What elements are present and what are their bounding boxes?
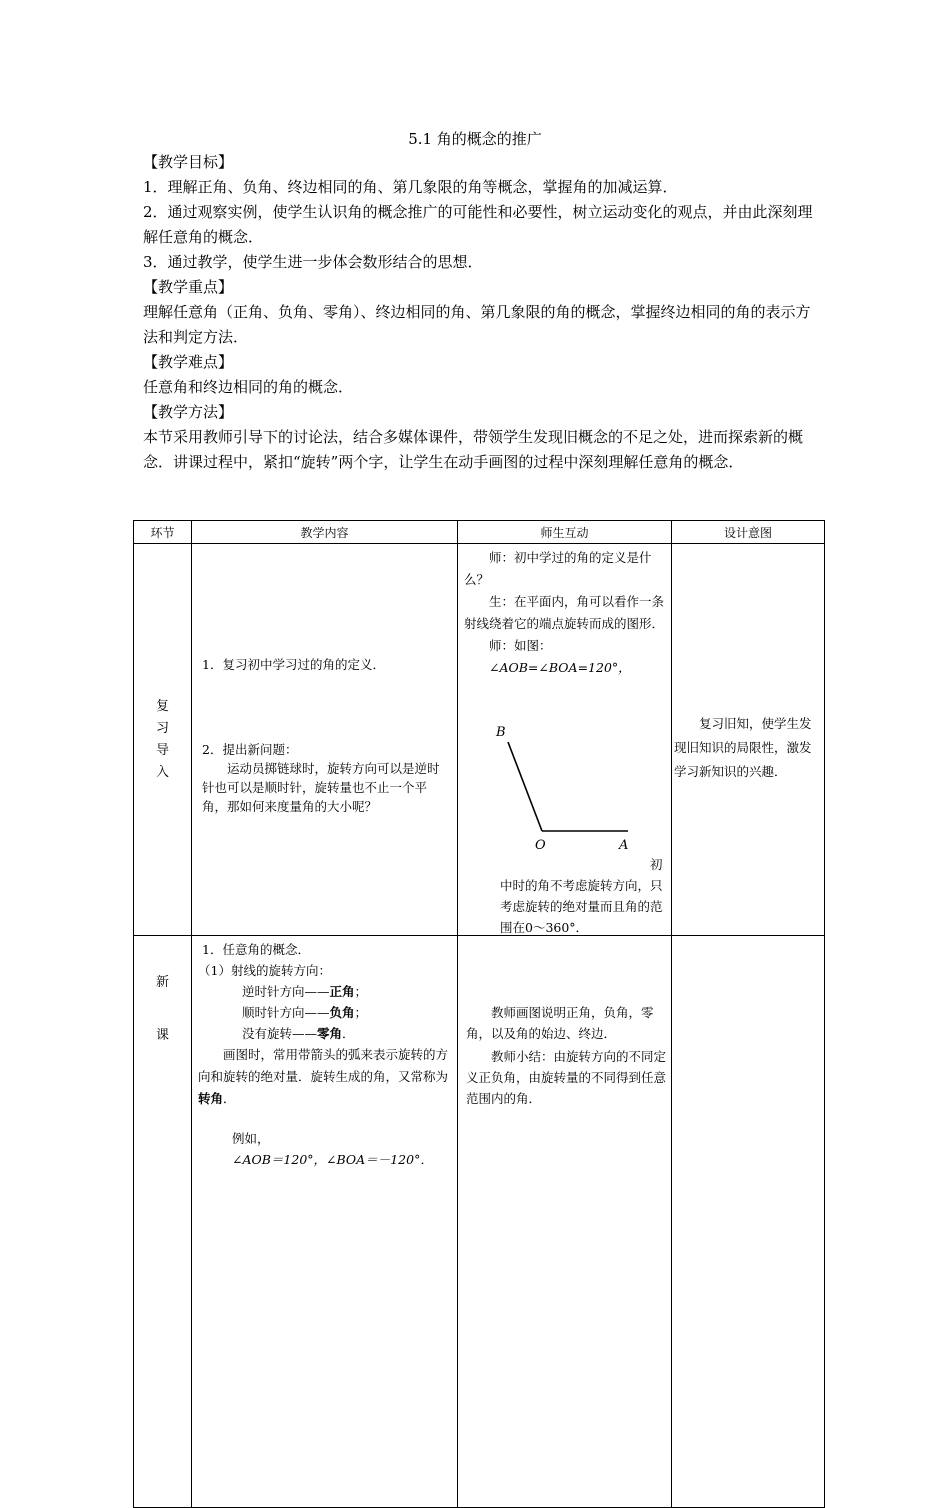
lesson-plan-table [133, 520, 825, 1508]
ray-ob [508, 742, 542, 831]
stage-char: 复 [155, 698, 169, 714]
punct: ； [354, 984, 368, 999]
interaction-line: 生：在平面内，角可以看作一条射线绕着它的端点旋转而成的图形． [464, 594, 665, 631]
direction-cw [198, 1002, 451, 1023]
header-interaction: 师生互动 [458, 521, 672, 544]
header-intent: 设计意图 [672, 521, 825, 544]
direction-none [198, 1023, 451, 1044]
angle-formula: ∠AOB=∠BOA=120°， [489, 660, 631, 675]
direction-text: 顺时针方向—— [242, 1005, 330, 1020]
goal-item: 1．理解正角、负角、终边相同的角、第几象限的角等概念，掌握角的加减运算． [143, 178, 678, 196]
stage-char: 课 [155, 1028, 169, 1043]
stage-char: 习 [155, 720, 169, 736]
content-text: 画图时，常用带箭头的弧来表示旋转的方向和旋转的绝对量．旋转生成的角，又常称为 [198, 1047, 449, 1084]
punct: ． [342, 1026, 355, 1041]
direction-ccw [198, 981, 451, 1002]
table-row-new [134, 936, 825, 1508]
term-negative: 负角 [329, 1005, 355, 1020]
stage-char: 新 [155, 975, 169, 990]
table-row-review [134, 544, 825, 936]
table-header-row [134, 521, 825, 544]
label-b: B [496, 725, 506, 740]
term-rotation-angle: 转角 [198, 1091, 224, 1106]
stage-new [134, 936, 192, 1508]
method-heading: 【教学方法】 [143, 403, 234, 421]
intro-section [143, 150, 823, 475]
content-new [192, 936, 458, 1508]
content-review-1: 1．复习初中学习过的角的定义． [202, 657, 385, 672]
punct: ； [354, 1005, 368, 1020]
after-figure-1: 初 [650, 857, 663, 872]
goal-item: 3．通过教学，使学生进一步体会数形结合的思想． [143, 253, 483, 271]
label-o: O [535, 838, 546, 853]
intent-review [672, 544, 825, 936]
content-review-2: 2．提出新问题： [202, 742, 298, 757]
key-text: 理解任意角（正角、负角、零角）、终边相同的角、第几象限的角的概念，掌握终边相同的角的表示方法和判定方法． [143, 303, 811, 346]
stage-char: 导 [155, 742, 169, 758]
label-a: A [619, 838, 629, 853]
angle-figure [488, 714, 638, 854]
difficulty-text: 任意角和终边相同的角的概念． [143, 378, 354, 396]
direction-text: 逆时针方向—— [242, 984, 330, 999]
interaction-new [458, 936, 672, 1508]
interaction-new-2: 教师小结：由旋转方向的不同定义正负角，由旋转量的不同得到任意范围内的角． [466, 1049, 667, 1106]
interaction-new-1: 教师画图说明正角，负角，零角，以及角的始边、终边． [466, 1005, 654, 1041]
document-title: 5.1 角的概念的推广 [408, 130, 542, 148]
stage-review [134, 544, 192, 936]
punct: ． [223, 1091, 236, 1106]
content-new-6 [198, 1044, 451, 1110]
difficulty-heading: 【教学难点】 [143, 353, 234, 371]
intent-new [672, 936, 825, 1508]
term-zero: 零角 [317, 1026, 343, 1041]
method-text: 本节采用教师引导下的讨论法，结合多媒体课件，带领学生发现旧概念的不足之处，进而探索新的概念．讲课过程中，紧扣“旋转”两个字，让学生在动手画图的过程中深刻理解任意角的概念． [143, 428, 804, 471]
content-review-3: 运动员掷链球时，旋转方向可以是逆时针也可以是顺时针，旋转量也不止一个平角，那如何来度量角的大小呢？ [202, 761, 440, 814]
direction-text: 没有旋转—— [242, 1026, 318, 1041]
header-stage: 环节 [134, 521, 192, 544]
after-figure-2: 中时的角不考虑旋转方向，只考虑旋转的绝对量而且角的范围在0～360°． [500, 878, 663, 935]
goal-heading: 【教学目标】 [143, 153, 234, 171]
content-review [192, 544, 458, 936]
header-content: 教学内容 [192, 521, 458, 544]
stage-char: 入 [155, 764, 169, 780]
key-heading: 【教学重点】 [143, 278, 234, 296]
term-positive: 正角 [329, 984, 355, 999]
interaction-review [458, 544, 672, 936]
interaction-line: 师：如图： [489, 638, 552, 653]
goal-item: 2．通过观察实例，使学生认识角的概念推广的可能性和必要性，树立运动变化的观点，并由此深刻理解任意角的概念． [143, 203, 813, 246]
interaction-line: 师：初中学过的角的定义是什么？ [464, 550, 652, 587]
content-new-1: 1．任意角的概念． [202, 942, 310, 957]
content-new-2: （1）射线的旋转方向： [198, 963, 331, 978]
content-new-7: 例如， [232, 1131, 270, 1146]
content-new-8: ∠AOB＝120°，∠BOA＝－120°． [232, 1152, 433, 1167]
intent-text: 复习旧知，使学生发现旧知识的局限性，激发学习新知识的兴趣． [674, 716, 812, 779]
